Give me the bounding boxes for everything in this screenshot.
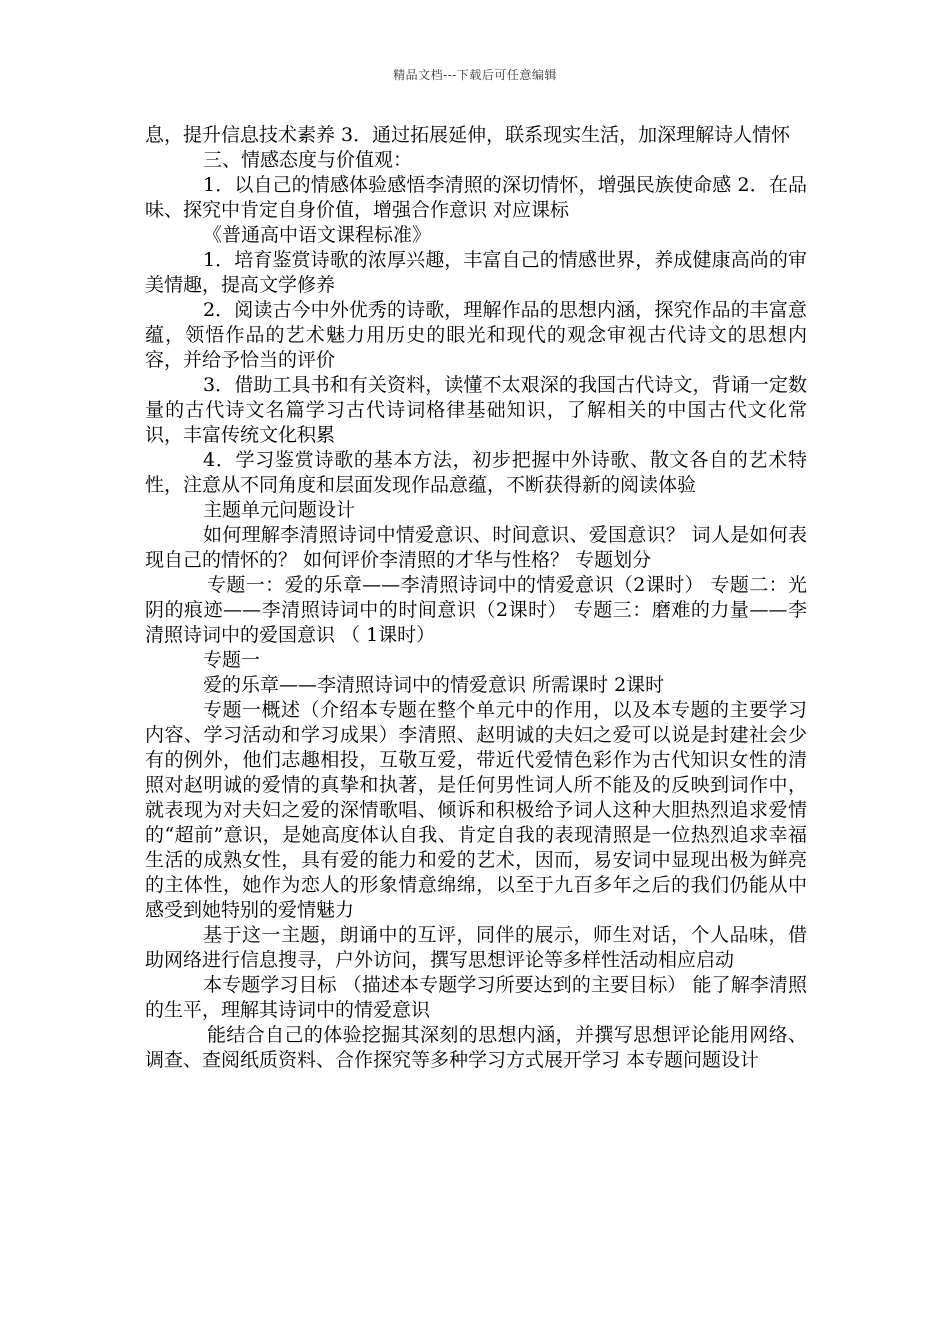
topic-one-title: 爱的乐章——李清照诗词中的情爱意识 所需课时 2课时 xyxy=(203,674,665,696)
paragraph: 2．阅读古今中外优秀的诗歌，理解作品的思想内涵，探究作品的丰富意蕴，领悟作品的艺术魅力用历史的眼光和现代的观念审视古代诗文的思想内容，并给予恰当的评价 xyxy=(145,299,807,371)
section-heading-emotion-values: 三、情感态度与价值观： xyxy=(203,149,413,171)
paragraph: 1．以自己的情感体验感悟李清照的深切情怀，增强民族使命感 2．在品味、探究中肯定自身价值，增强合作意识 对应课标 xyxy=(145,174,807,221)
paragraph: 基于这一主题，朗诵中的互评，同伴的展示，师生对话，个人品味，借助网络进行信息搜寻，户外访问，撰写思想评论等多样性活动相应启动 xyxy=(145,924,807,971)
page-header: 精品文档---下载后可任意编辑 xyxy=(393,68,557,82)
section-heading-topic-one: 专题一 xyxy=(203,649,261,671)
paragraph: 本专题学习目标 （描述本专题学习所要达到的主要目标） 能了解李清照的生平，理解其诗词中的情爱意识 xyxy=(145,974,807,1021)
paragraph: 息，提升信息技术素养 3．通过拓展延伸，联系现实生活，加深理解诗人情怀 xyxy=(145,124,791,146)
paragraph: 4．学习鉴赏诗歌的基本方法，初步把握中外诗歌、散文各自的艺术特性，注意从不同角度和层面发现作品意蕴，不断获得新的阅读体验 xyxy=(145,449,807,496)
paragraph: 3．借助工具书和有关资料，读懂不太艰深的我国古代诗文，背诵一定数量的古代诗文名篇学习古代诗词格律基础知识，了解相关的中国古代文化常识，丰富传统文化积累 xyxy=(145,374,807,446)
paragraph: 能结合自己的体验挖掘其深刻的思想内涵，并撰写思想评论能用网络、调查、查阅纸质资料、合作探究等多种学习方式展开学习 本专题问题设计 xyxy=(145,1024,807,1071)
document-body xyxy=(145,123,807,1073)
section-heading-unit-questions: 主题单元问题设计 xyxy=(203,499,356,521)
paragraph: 如何理解李清照诗词中情爱意识、时间意识、爱国意识？ 词人是如何表现自己的情怀的？ 如何评价李清照的才华与性格？ 专题划分 xyxy=(145,524,807,571)
standard-title: 《普通高中语文课程标准》 xyxy=(203,224,432,246)
paragraph: 1．培育鉴赏诗歌的浓厚兴趣，丰富自己的情感世界，养成健康高尚的审美情趣，提高文学修养 xyxy=(145,249,807,296)
paragraph: 专题一概述（介绍本专题在整个单元中的作用，以及本专题的主要学习内容、学习活动和学习成果）李清照、赵明诚的夫妇之爱可以说是封建社会少有的例外，他们志趣相投，互敬互爱，带近代爱情色彩作为古代知识女性的清照对赵明诚的爱情的真挚和执著，是任何男性词人所不能及的反映到词作中，就表现为对夫妇之爱的深情歌唱、倾诉和积极给予词人这种大胆热烈追求爱情的“超前”意识，是她高度体认自我、肯定自我的表现清照是一位热烈追求幸福生活的成熟女性，具有爱的能力和爱的艺术，因而，易安词中显现出极为鲜亮的主体性，她作为恋人的形象情意绵绵，以至于九百多年之后的我们仍能从中感受到她特别的爱情魅力 xyxy=(145,699,807,921)
topic-list: 专题一：爱的乐章——李清照诗词中的情爱意识（2课时） 专题二：光阴的痕迹——李清照诗词中的时间意识（2课时） 专题三：磨难的力量——李清照诗词中的爱国意识 （ 1课时） xyxy=(145,574,807,646)
